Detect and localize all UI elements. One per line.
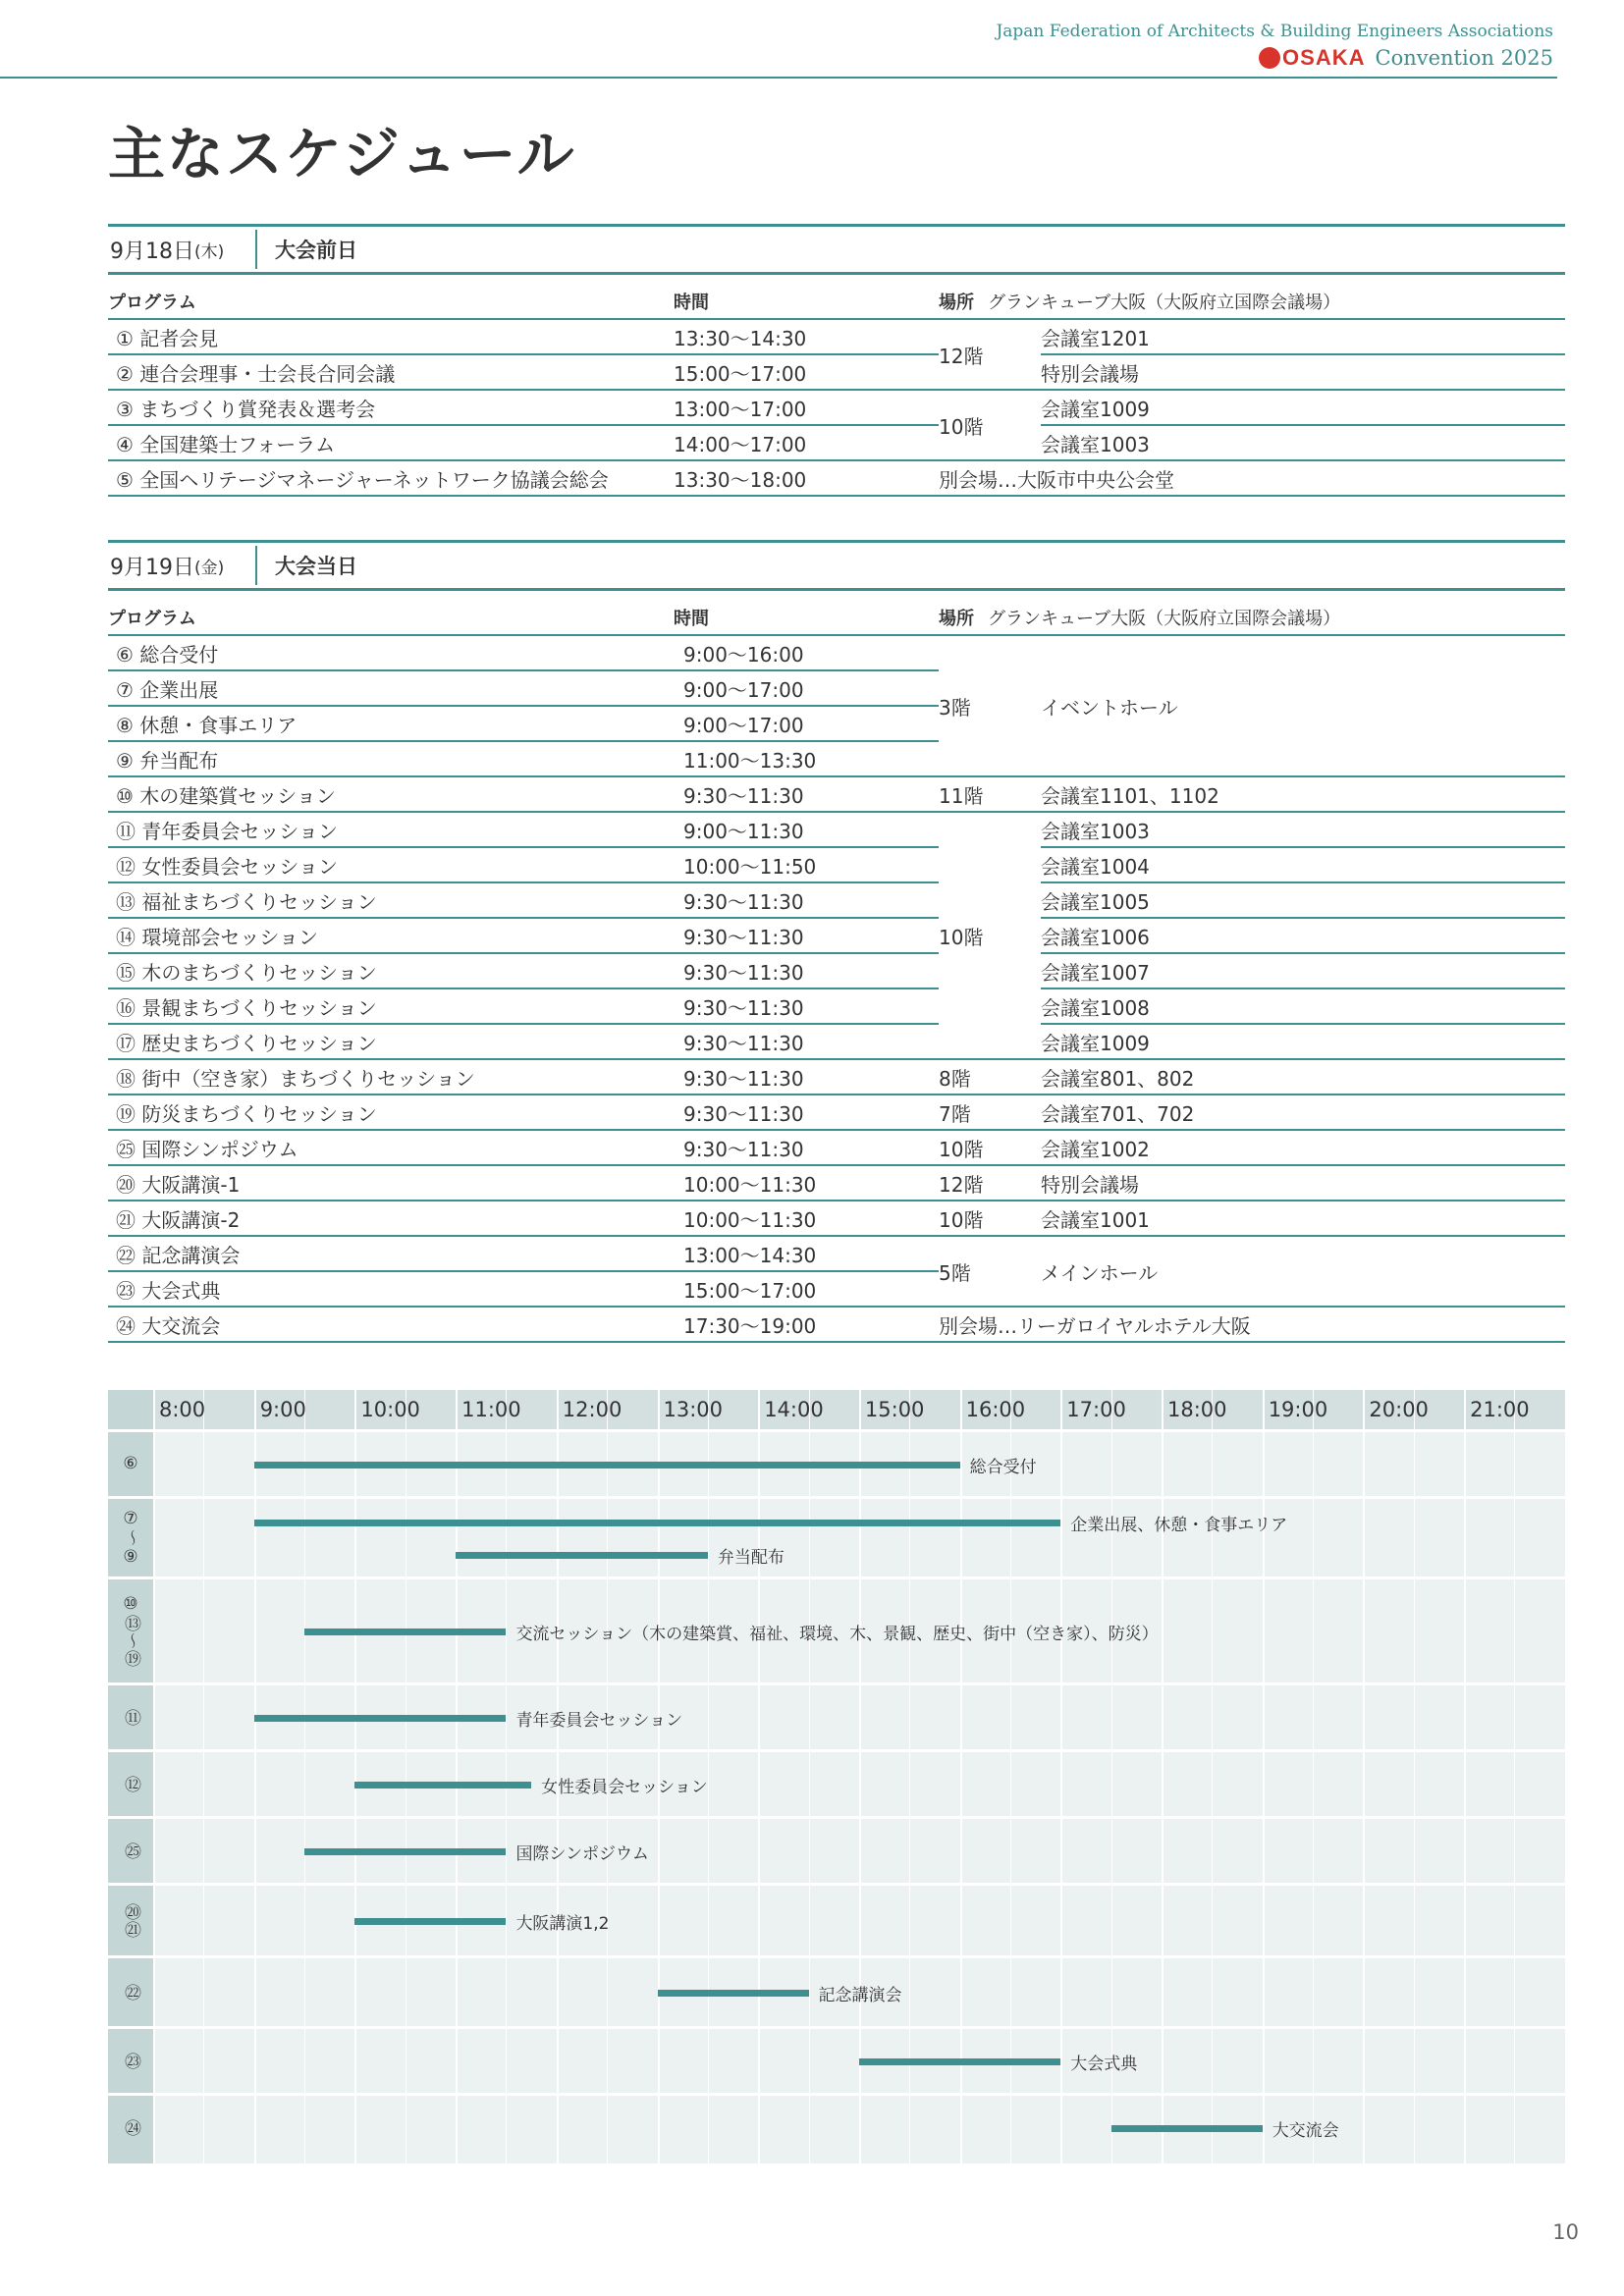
timeline-bar-label: 大交流会 [1272, 2120, 1339, 2141]
row-divider [108, 2093, 1565, 2096]
timeline-bar [254, 1715, 507, 1722]
table-row: ⑤ 全国ヘリテージマネージャーネットワーク協議会総会 13:30〜18:00 別会場…大阪市中央公会堂 [108, 460, 1565, 496]
timeline-bar-label: 総合受付 [969, 1457, 1037, 1477]
timeline-bar [658, 1990, 809, 1997]
timeline-bar-label: 企業出展、休憩・食事エリア [1070, 1515, 1288, 1535]
page-title: 主なスケジュール [108, 121, 576, 187]
hour-tick-label: 19:00 [1268, 1398, 1328, 1421]
half-hour-gridline [708, 1390, 709, 2163]
header-org: Japan Federation of Architects & Building Engineers Associations [996, 22, 1553, 41]
table-row: ③ まちづくり賞発表＆選考会 13:00〜17:00 10階 会議室1009 [108, 390, 1565, 425]
day1-date: 9月18日 (木) [108, 230, 257, 269]
timeline-bar-label: 大会式典 [1070, 2054, 1138, 2074]
timeline-row-label: ⑥ [121, 1454, 140, 1474]
hour-tick-label: 14:00 [764, 1398, 824, 1421]
hour-gridline [456, 1390, 458, 2163]
timeline-bar-label: 青年委員会セッション [515, 1710, 683, 1731]
timeline-bar [456, 1552, 708, 1559]
half-hour-gridline [1514, 1390, 1515, 2163]
half-hour-gridline [909, 1390, 910, 2163]
table-header-row [108, 605, 1565, 635]
hour-gridline [1363, 1390, 1365, 2163]
timeline-bar [354, 1782, 531, 1789]
hour-gridline [354, 1390, 356, 2163]
day1-header [108, 224, 1565, 275]
table-row: ⑲ 防災まちづくりセッション 9:30〜11:30 7階 会議室701、702 [108, 1095, 1565, 1130]
timeline-bar-label: 女性委員会セッション [541, 1777, 708, 1797]
half-hour-gridline [1010, 1390, 1011, 2163]
osaka-logo [1259, 45, 1365, 71]
half-hour-gridline [203, 1390, 204, 2163]
hour-gridline [1060, 1390, 1062, 2163]
hour-tick-label: 16:00 [965, 1398, 1026, 1421]
hour-gridline [859, 1390, 861, 2163]
hour-tick-label: 21:00 [1470, 1398, 1530, 1421]
hour-tick-label: 17:00 [1066, 1398, 1126, 1421]
table-header-row [108, 289, 1565, 319]
timeline-bar-label: 交流セッション（木の建築賞、福祉、環境、木、景観、歴史、街中（空き家）、防災） [515, 1624, 1159, 1644]
hour-tick-label: 12:00 [562, 1398, 623, 1421]
header-convention: Convention 2025 [1375, 46, 1553, 70]
half-hour-gridline [506, 1390, 507, 2163]
col-place: 場所 グランキューブ大阪（大阪府立国際会議場） [939, 289, 1565, 319]
hour-tick-label: 18:00 [1167, 1398, 1227, 1421]
half-hour-gridline [1414, 1390, 1415, 2163]
half-hour-gridline [1111, 1390, 1112, 2163]
table-row: ⑧ 休憩・食事エリア 9:00〜17:00 [108, 706, 1565, 741]
table-row: ① 記者会見 13:30〜14:30 12階 会議室1201 [108, 319, 1565, 354]
day2-label: 大会当日 [275, 555, 357, 578]
table-row: ⑫ 女性委員会セッション 10:00〜11:50 会議室1004 [108, 847, 1565, 882]
timeline-row-label: ㉓ [121, 2052, 140, 2070]
row-divider [108, 1429, 1565, 1432]
col-program: プログラム [108, 605, 674, 635]
timeline-row-label: ㉔ [121, 2118, 140, 2137]
timeline-bar [1111, 2125, 1263, 2132]
table-row: ㉒ 記念講演会 13:00〜14:30 5階 メインホール [108, 1236, 1565, 1271]
table-row: ⑯ 景観まちづくりセッション 9:30〜11:30 会議室1008 [108, 988, 1565, 1024]
table-row: ㉔ 大交流会 17:30〜19:00 別会場…リーガロイヤルホテル大阪 [108, 1307, 1565, 1342]
hour-gridline [960, 1390, 962, 2163]
timeline-row-label: ⑳㉑ [121, 1902, 140, 1939]
table-row: ⑨ 弁当配布 11:00〜13:30 [108, 741, 1565, 776]
col-program: プログラム [108, 289, 674, 319]
timeline-bar [254, 1520, 1061, 1526]
row-divider [108, 1883, 1565, 1886]
table-row: ㉕ 国際シンポジウム 9:30〜11:30 10階 会議室1002 [108, 1130, 1565, 1165]
hour-tick-label: 15:00 [864, 1398, 925, 1421]
table-row: ⑪ 青年委員会セッション 9:00〜11:30 10階 会議室1003 [108, 812, 1565, 847]
day1-section [108, 224, 1565, 497]
header-brand [1259, 45, 1553, 71]
row-divider [108, 1682, 1565, 1685]
timeline-row-label: ⑩⑬〜⑲ [121, 1594, 140, 1668]
table-row: ⑰ 歴史まちづくりセッション 9:30〜11:30 会議室1009 [108, 1024, 1565, 1059]
timeline-bar [254, 1462, 960, 1468]
hour-gridline [1162, 1390, 1164, 2163]
timeline-bar [304, 1848, 506, 1855]
table-row: ⑭ 環境部会セッション 9:30〜11:30 会議室1006 [108, 918, 1565, 953]
col-place: 場所 グランキューブ大阪（大阪府立国際会議場） [939, 605, 1565, 635]
timeline-bar [859, 2058, 1060, 2065]
hour-tick-label: 11:00 [461, 1398, 521, 1421]
timeline-chart [108, 1390, 1565, 2163]
half-hour-gridline [304, 1390, 305, 2163]
hour-gridline [758, 1390, 760, 2163]
table-row: ⑱ 街中（空き家）まちづくりセッション 9:30〜11:30 8階 会議室801、802 [108, 1059, 1565, 1095]
row-divider [108, 1496, 1565, 1499]
day1-label: 大会前日 [275, 239, 357, 262]
page-number: 10 [1552, 2220, 1579, 2244]
timeline-bar-label: 国際シンポジウム [515, 1843, 649, 1864]
row-divider [108, 2026, 1565, 2029]
row-divider [108, 1816, 1565, 1819]
hour-gridline [1464, 1390, 1466, 2163]
timeline-row-label: ⑦〜⑨ [121, 1508, 140, 1568]
half-hour-gridline [809, 1390, 810, 2163]
day2-table [108, 605, 1565, 1343]
row-divider [108, 1749, 1565, 1752]
table-row: ④ 全国建築士フォーラム 14:00〜17:00 会議室1003 [108, 425, 1565, 460]
day2-date: 9月19日 (金) [108, 546, 257, 585]
day1-table [108, 289, 1565, 497]
hour-tick-label: 10:00 [360, 1398, 420, 1421]
half-hour-gridline [1212, 1390, 1213, 2163]
hour-tick-label: 13:00 [663, 1398, 724, 1421]
col-time: 時間 [674, 289, 939, 319]
hour-gridline [1263, 1390, 1265, 2163]
timeline-bar [354, 1918, 506, 1925]
table-row: ⑦ 企業出展 9:00〜17:00 [108, 670, 1565, 706]
hour-tick-label: 20:00 [1369, 1398, 1429, 1421]
row-divider [108, 1955, 1565, 1958]
hour-tick-label: 9:00 [259, 1398, 306, 1421]
logo-text: OSAKA [1282, 45, 1366, 70]
hour-gridline [254, 1390, 256, 2163]
timeline-row-label: ㉒ [121, 1983, 140, 2002]
table-row: ㉑ 大阪講演-2 10:00〜11:30 10階 会議室1001 [108, 1201, 1565, 1236]
col-time: 時間 [674, 605, 939, 635]
table-row: ⑥ 総合受付 9:00〜16:00 3階 イベントホール [108, 635, 1565, 670]
table-row: ⑬ 福祉まちづくりセッション 9:30〜11:30 会議室1005 [108, 882, 1565, 918]
hour-gridline [153, 1390, 155, 2163]
timeline-bar-label: 大阪講演1,2 [515, 1913, 610, 1934]
hour-tick-label: 8:00 [159, 1398, 206, 1421]
timeline-row-label: ⑪ [121, 1708, 140, 1727]
timeline-bar-label: 記念講演会 [818, 1985, 902, 2005]
half-hour-gridline [1313, 1390, 1314, 2163]
timeline-bar-label: 弁当配布 [717, 1547, 785, 1568]
table-row: ㉓ 大会式典 15:00〜17:00 [108, 1271, 1565, 1307]
timeline-row-label: ⑫ [121, 1775, 140, 1793]
row-divider [108, 1576, 1565, 1579]
table-row: ⑩ 木の建築賞セッション 9:30〜11:30 11階 会議室1101、1102 [108, 776, 1565, 812]
timeline-row-label: ㉕ [121, 1842, 140, 1860]
table-row: ⑮ 木のまちづくりセッション 9:30〜11:30 会議室1007 [108, 953, 1565, 988]
logo-dot-icon [1259, 47, 1280, 69]
table-row: ⑳ 大阪講演-1 10:00〜11:30 12階 特別会議場 [108, 1165, 1565, 1201]
timeline-bar [304, 1629, 506, 1635]
day2-header [108, 540, 1565, 591]
timeline-header [108, 1390, 1565, 1429]
table-row: ② 連合会理事・士会長合同会議 15:00〜17:00 特別会議場 [108, 354, 1565, 390]
day2-section [108, 540, 1565, 1343]
header-rule [0, 77, 1557, 79]
